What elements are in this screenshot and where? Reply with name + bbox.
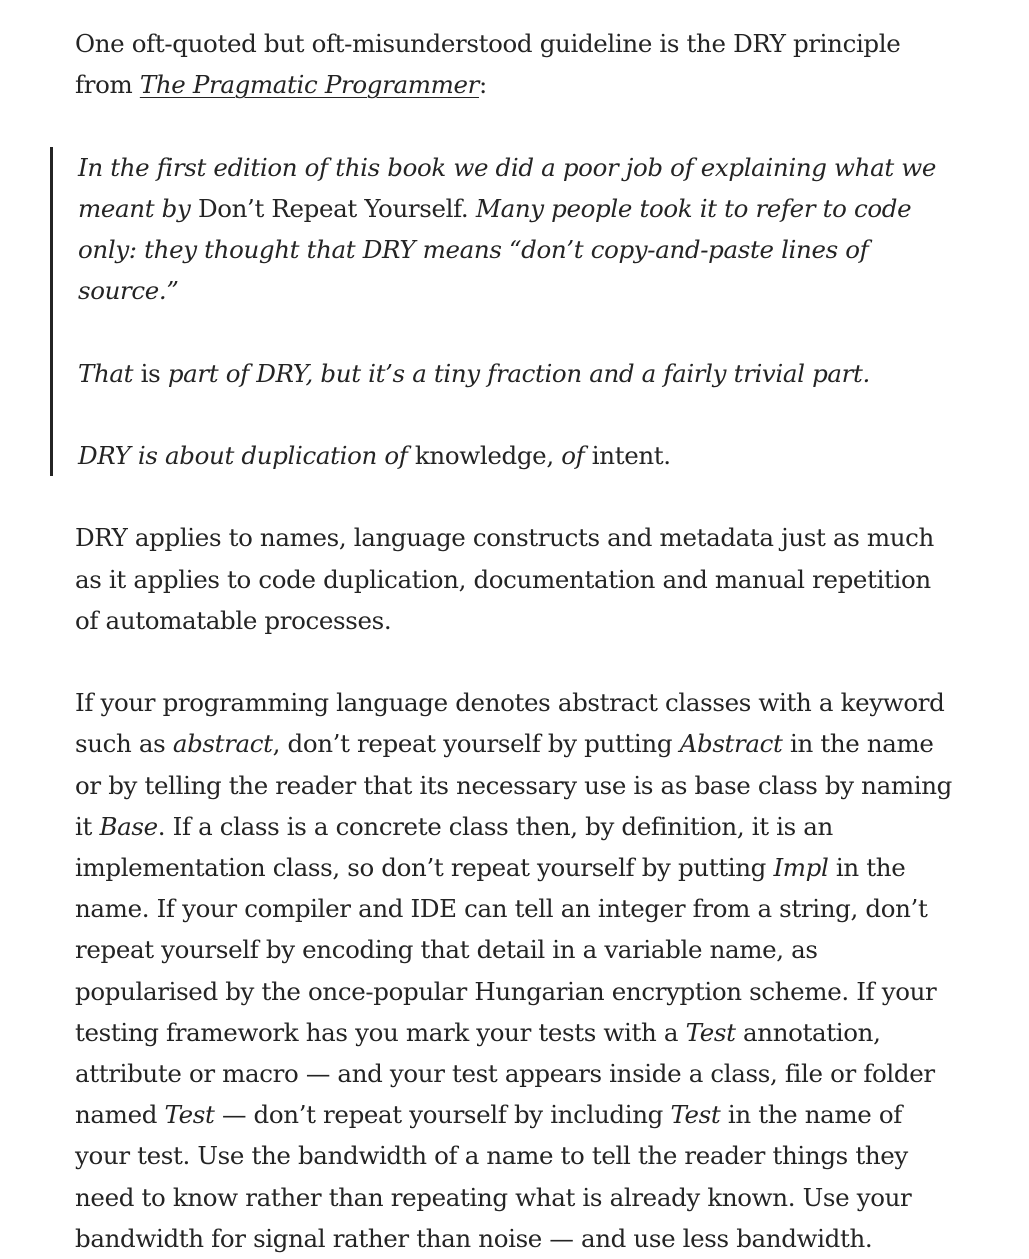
quote-upright-text: Don’t Repeat Yourself. (197, 193, 469, 223)
book-title-link[interactable]: The Pragmatic Programmer (139, 70, 479, 100)
emphasis-text: Impl (773, 852, 829, 882)
quote-text: of (561, 440, 585, 470)
intro-paragraph (75, 23, 955, 105)
intro-text: One oft-quoted but oft-misunderstood guideline is the DRY principle from (75, 29, 901, 100)
body-text: . If a class is a concrete class then, by definition, it is an implementation class, so don’t repeat yourself by putting (75, 811, 833, 882)
quote-upright-text: intent. (591, 440, 671, 470)
body-text: in the name. If your compiler and IDE can tell an integer from a string, don’t repeat yourself by encoding that detail in a variable name, as popularised by the once-popular Hungarian encryption scheme. If your testing framework has you mark your tests with a (75, 852, 937, 1047)
article-body (75, 23, 955, 1259)
emphasis-text: Test (685, 1017, 736, 1047)
quote-upright-text: knowledge, (414, 440, 554, 470)
naming-paragraph (75, 682, 955, 1259)
body-text: If your programming language denotes abstract classes with a keyword such as (75, 688, 945, 759)
emphasis-text: Test (164, 1100, 215, 1130)
quote-paragraph-3 (78, 435, 955, 476)
body-text: , don’t repeat yourself by putting (272, 729, 673, 759)
blockquote (50, 147, 955, 477)
body-text: — don’t repeat yourself by including (221, 1100, 663, 1130)
quote-text: DRY is about duplication of (78, 440, 408, 470)
quote-upright-text: is (140, 358, 161, 388)
emphasis-text: abstract (172, 729, 273, 759)
body-text: annotation, attribute or macro — and your test appears inside a class, file or folder named (75, 1017, 935, 1130)
quote-text: In the first edition of this book we did a poor job of explaining what we meant by (78, 152, 937, 223)
quote-paragraph-1 (78, 147, 955, 312)
quote-text: part of DRY, but it’s a tiny fraction and a fairly trivial part. (167, 358, 870, 388)
dry-applies-paragraph: DRY applies to names, language constructs and metadata just as much as it applies to code duplication, documentation and manual repetition of automatable processes. (75, 523, 934, 635)
emphasis-text: Abstract (679, 729, 783, 759)
body-text: in the name or by telling the reader that its necessary use is as base class by naming it (75, 729, 952, 841)
intro-colon: : (478, 70, 487, 100)
emphasis-text: Test (670, 1100, 721, 1130)
emphasis-text: Base (99, 811, 158, 841)
body-text: in the name of your test. Use the bandwidth of a name to tell the reader things they need to know rather than repeating what is already known. Use your bandwidth for signal rather than noise — and use less bandwidth. (75, 1100, 912, 1253)
quote-paragraph-2 (78, 353, 955, 394)
quote-text: Many people took it to refer to code only: they thought that DRY means “don’t copy-and-paste lines of source.” (78, 193, 912, 306)
quote-text: That (78, 358, 134, 388)
